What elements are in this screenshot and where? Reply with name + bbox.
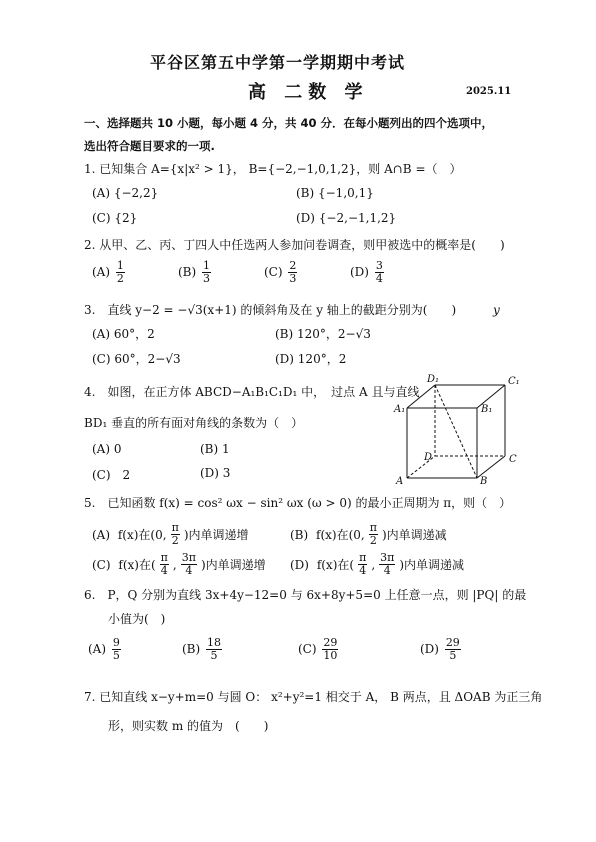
numerator: 9 bbox=[112, 636, 120, 649]
question-6-option-a bbox=[88, 637, 123, 662]
question-7-stem-line2: 形，则实数 m 的值为 ( ) bbox=[108, 719, 269, 733]
numerator: 1 bbox=[203, 259, 211, 272]
option-text-pre: f(x)在( bbox=[118, 558, 156, 572]
exam-title: 平谷区第五中学第一学期期中考试 bbox=[150, 53, 406, 72]
question-4-option-d: (D) 3 bbox=[200, 466, 231, 480]
question-4-option-a: (A) 0 bbox=[92, 442, 122, 456]
section-instructions-line1: 一、选择题共 10 小题，每小题 4 分，共 40 分．在每小题列出的四个选项中， bbox=[84, 116, 494, 130]
label-b1: B₁ bbox=[481, 404, 493, 415]
question-6-option-c bbox=[298, 637, 340, 662]
fraction bbox=[379, 552, 395, 577]
question-1-option-d: (D) {−2,−1,1,2} bbox=[296, 211, 397, 225]
option-text-post: )内单调递增 bbox=[200, 558, 266, 572]
option-text-pre: f(x)在(0, bbox=[117, 528, 167, 542]
option-label: (A) bbox=[92, 265, 111, 279]
edge-b-c bbox=[477, 456, 505, 478]
question-1-option-b: (B) {−1,0,1} bbox=[296, 186, 374, 200]
fraction bbox=[369, 522, 378, 547]
option-label: (B) bbox=[178, 265, 197, 279]
question-6-option-d bbox=[420, 637, 463, 662]
numerator: 2 bbox=[289, 259, 297, 272]
fraction bbox=[288, 260, 297, 285]
fraction bbox=[171, 522, 180, 547]
fraction bbox=[322, 637, 338, 662]
denominator: 3 bbox=[289, 272, 297, 285]
label-d: D bbox=[424, 452, 433, 463]
question-1-option-a: (A) {−2,2} bbox=[92, 186, 159, 200]
denominator: 2 bbox=[369, 534, 377, 547]
denominator: 10 bbox=[323, 649, 338, 662]
denominator: 4 bbox=[359, 564, 367, 577]
stray-mark: y bbox=[493, 303, 500, 317]
option-label: (D) bbox=[290, 557, 309, 572]
option-label: (B) bbox=[182, 642, 201, 656]
question-5-option-d: (D) f(x)在( $\frac{\pi}{4}$ , $\frac{3\pi}{4}$ )内单调递减 bbox=[290, 551, 465, 577]
question-2-option-d bbox=[350, 260, 386, 285]
fraction bbox=[206, 637, 222, 662]
question-3-option-d: (D) 120°，2 bbox=[275, 352, 347, 366]
numerator: 29 bbox=[445, 636, 460, 649]
question-4-option-b: (B) 1 bbox=[200, 442, 230, 456]
question-3-stem: 3. 直线 y−2 = −√3(x+1) 的倾斜角及在 y 轴上的截距分别为( ) bbox=[84, 303, 457, 317]
label-a: A bbox=[396, 476, 404, 487]
fraction bbox=[358, 552, 367, 577]
question-4-stem-line1: 4. 如图，在正方体 ABCD−A₁B₁C₁D₁ 中， 过点 A 且与直线 bbox=[84, 385, 420, 399]
question-2-option-a bbox=[92, 260, 127, 285]
denominator: 4 bbox=[185, 564, 193, 577]
numerator: π bbox=[359, 551, 367, 564]
fraction bbox=[160, 552, 169, 577]
numerator: 3π bbox=[181, 551, 196, 564]
numerator: π bbox=[171, 521, 179, 534]
option-label: (B) bbox=[290, 527, 309, 542]
question-2-option-c bbox=[264, 260, 299, 285]
subject-title: 高 二数 学 bbox=[248, 82, 369, 103]
option-text-pre: f(x)在(0, bbox=[316, 528, 365, 542]
option-text-post: )内单调递减 bbox=[399, 558, 465, 572]
label-d1: D₁ bbox=[427, 374, 440, 385]
section-instructions-line2: 选出符合题目要求的一项. bbox=[84, 139, 215, 153]
fraction bbox=[202, 260, 211, 285]
denominator: 4 bbox=[160, 564, 168, 577]
denominator: 2 bbox=[171, 534, 179, 547]
option-label: (C) bbox=[298, 642, 317, 656]
label-c: C bbox=[509, 454, 517, 465]
question-1-option-c: (C) {2} bbox=[92, 211, 138, 225]
option-text-post: )内单调递减 bbox=[381, 528, 447, 542]
question-3-option-b: (B) 120°，2−√3 bbox=[275, 327, 371, 341]
fraction bbox=[116, 260, 125, 285]
question-7-stem-line1: 7. 已知直线 x−y+m=0 与圆 O： x²+y²=1 相交于 A， B 两点，且 ΔOAB 为正三角 bbox=[84, 690, 543, 704]
option-label: (C) bbox=[92, 557, 111, 572]
denominator: 5 bbox=[112, 649, 120, 662]
question-5-option-c: (C) f(x)在( $\frac{\pi}{4}$ , $\frac{3\pi}{4}$ )内单调递增 bbox=[92, 551, 266, 577]
question-4-option-c: (C) 2 bbox=[92, 468, 131, 482]
question-6-stem-line1: 6. P，Q 分别为直线 3x+4y−12=0 与 6x+8y+5=0 上任意一点，则 |PQ| 的最 bbox=[84, 588, 527, 602]
numerator: 29 bbox=[323, 636, 338, 649]
fraction bbox=[181, 552, 197, 577]
question-6-stem-line2: 小值为( ) bbox=[108, 612, 166, 626]
option-label: (D) bbox=[420, 642, 439, 656]
question-3-option-a: (A) 60°，2 bbox=[92, 327, 155, 341]
question-5-option-b bbox=[290, 522, 447, 547]
option-text-pre: f(x)在( bbox=[316, 558, 355, 572]
fraction bbox=[375, 260, 384, 285]
numerator: 3 bbox=[375, 259, 383, 272]
denominator: 5 bbox=[210, 649, 218, 662]
numerator: 1 bbox=[116, 259, 124, 272]
label-b: B bbox=[480, 476, 488, 487]
denominator: 5 bbox=[449, 649, 457, 662]
diagonal-bd1 bbox=[435, 385, 477, 478]
question-1-stem: 1. 已知集合 A={x|x² > 1}， B={−2,−1,0,1,2}，则 A∩B =（ ） bbox=[84, 162, 462, 176]
label-c1: C₁ bbox=[508, 376, 520, 387]
question-3-option-c: (C) 60°，2−√3 bbox=[92, 352, 181, 366]
option-label: (A) bbox=[92, 527, 111, 542]
option-text-post: )内单调递增 bbox=[183, 528, 249, 542]
numerator: π bbox=[369, 521, 377, 534]
option-label: (C) bbox=[264, 265, 283, 279]
question-5-option-a bbox=[92, 522, 249, 547]
option-label: (D) bbox=[350, 265, 369, 279]
numerator: π bbox=[160, 551, 168, 564]
edge-a1-d1 bbox=[407, 385, 435, 408]
option-label: (A) bbox=[88, 642, 107, 656]
question-2-stem: 2. 从甲、乙、丙、丁四人中任选两人参加问卷调查，则甲被选中的概率是( ) bbox=[84, 238, 505, 252]
exam-date: 2025.11 bbox=[466, 86, 512, 97]
denominator: 2 bbox=[116, 272, 124, 285]
denominator: 4 bbox=[375, 272, 383, 285]
numerator: 3π bbox=[380, 551, 395, 564]
question-6-option-b bbox=[182, 637, 224, 662]
denominator: 3 bbox=[203, 272, 211, 285]
label-a1: A₁ bbox=[394, 404, 406, 415]
fraction bbox=[112, 637, 121, 662]
denominator: 4 bbox=[383, 564, 391, 577]
numerator: 18 bbox=[207, 636, 222, 649]
question-5-stem: 5. 已知函数 f(x) = cos² ωx − sin² ωx (ω > 0) 的最小正周期为 π，则（ ） bbox=[84, 496, 512, 510]
cube-diagram bbox=[390, 372, 530, 487]
question-4-stem-line2: BD₁ 垂直的所有面对角线的条数为（ ） bbox=[84, 416, 304, 430]
question-2-option-b bbox=[178, 260, 213, 285]
fraction bbox=[445, 637, 461, 662]
